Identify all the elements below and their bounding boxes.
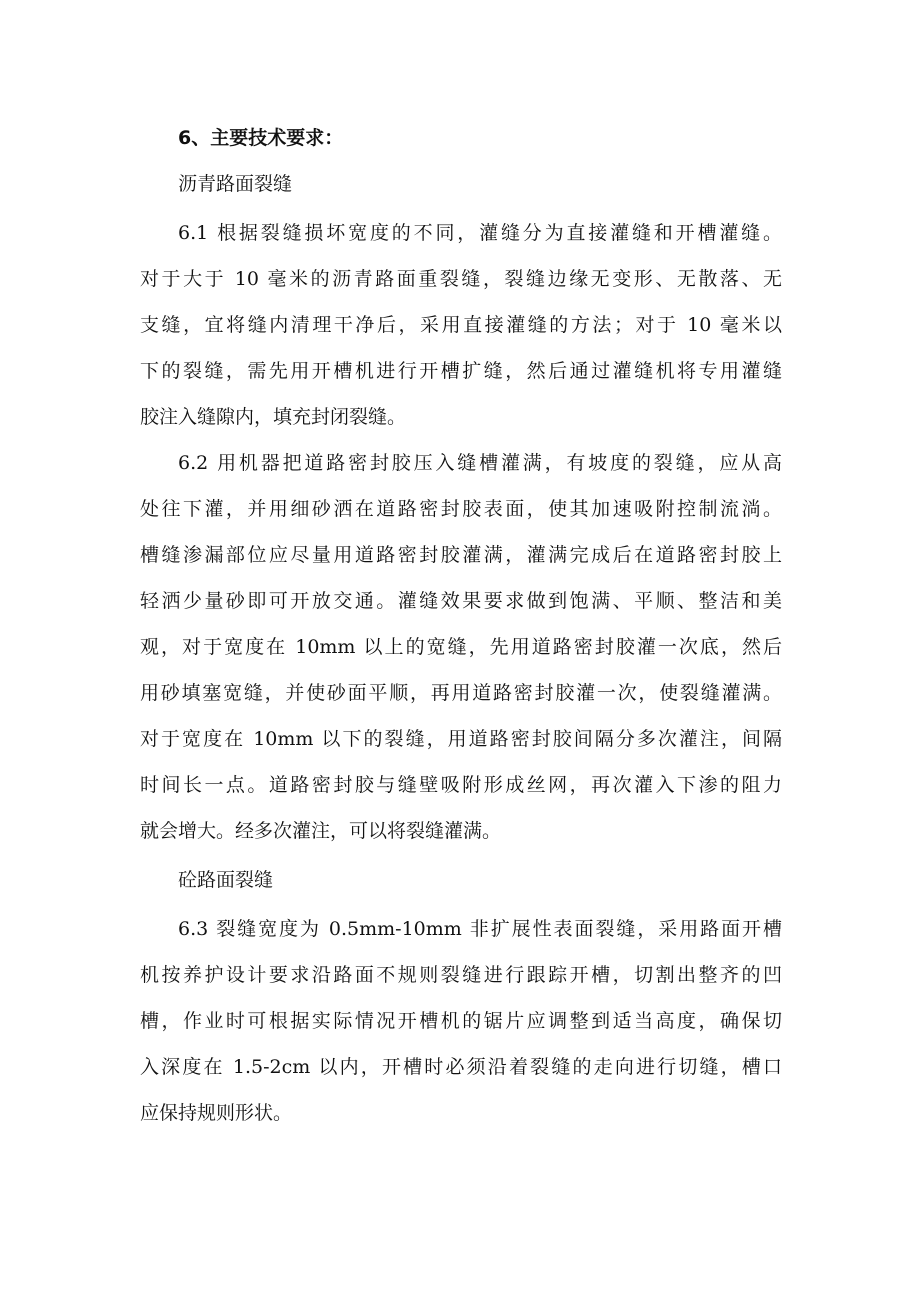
paragraph-6-2	[140, 440, 782, 854]
subsection-title-concrete: 砼路面裂缝	[178, 869, 274, 891]
paragraph-line: 下的裂缝，需先用开槽机进行开槽扩缝，然后通过灌缝机将专用灌缝	[140, 360, 782, 382]
subsection-title-asphalt: 沥青路面裂缝	[178, 173, 293, 195]
paragraph-line: 处往下灌，并用细砂洒在道路密封胶表面，使其加速吸附控制流淌。	[140, 498, 782, 520]
paragraph-line: 6.1 根据裂缝损坏宽度的不同，灌缝分为直接灌缝和开槽灌缝。	[178, 222, 782, 244]
section-heading: 6、主要技术要求：	[178, 127, 344, 149]
paragraph-line: 时间长一点。道路密封胶与缝壁吸附形成丝网，再次灌入下渗的阻力	[140, 774, 782, 796]
paragraph-line: 对于宽度在 10mm 以下的裂缝，用道路密封胶间隔分多次灌注，间隔	[140, 728, 782, 750]
paragraph-line: 对于大于 10 毫米的沥青路面重裂缝，裂缝边缘无变形、无散落、无	[140, 268, 782, 290]
paragraph-line: 入深度在 1.5-2cm 以内，开槽时必须沿着裂缝的走向进行切缝，槽口	[140, 1056, 782, 1078]
paragraph-line: 应保持规则形状。	[140, 1102, 293, 1124]
paragraph-line: 观，对于宽度在 10mm 以上的宽缝，先用道路密封胶灌一次底，然后	[140, 636, 782, 658]
paragraph-line: 槽，作业时可根据实际情况开槽机的锯片应调整到适当高度，确保切	[140, 1010, 782, 1032]
paragraph-line: 槽缝渗漏部位应尽量用道路密封胶灌满，灌满完成后在道路密封胶上	[140, 544, 782, 566]
paragraph-line: 轻洒少量砂即可开放交通。灌缝效果要求做到饱满、平顺、整洁和美	[140, 590, 782, 612]
paragraph-line: 用砂填塞宽缝，并使砂面平顺，再用道路密封胶灌一次，使裂缝灌满。	[140, 682, 782, 704]
paragraph-line: 就会增大。经多次灌注，可以将裂缝灌满。	[140, 820, 502, 842]
paragraph-line: 6.2 用机器把道路密封胶压入缝槽灌满，有坡度的裂缝，应从高	[178, 452, 782, 474]
paragraph-line: 6.3 裂缝宽度为 0.5mm-10mm 非扩展性表面裂缝，采用路面开槽	[178, 918, 782, 940]
paragraph-6-3	[140, 906, 782, 1136]
paragraph-line: 支缝，宜将缝内清理干净后，采用直接灌缝的方法；对于 10 毫米以	[140, 314, 782, 336]
paragraph-line: 胶注入缝隙内，填充封闭裂缝。	[140, 406, 407, 428]
paragraph-line: 机按养护设计要求沿路面不规则裂缝进行跟踪开槽，切割出整齐的凹	[140, 964, 782, 986]
document-body	[140, 118, 782, 1136]
paragraph-6-1	[140, 210, 782, 440]
